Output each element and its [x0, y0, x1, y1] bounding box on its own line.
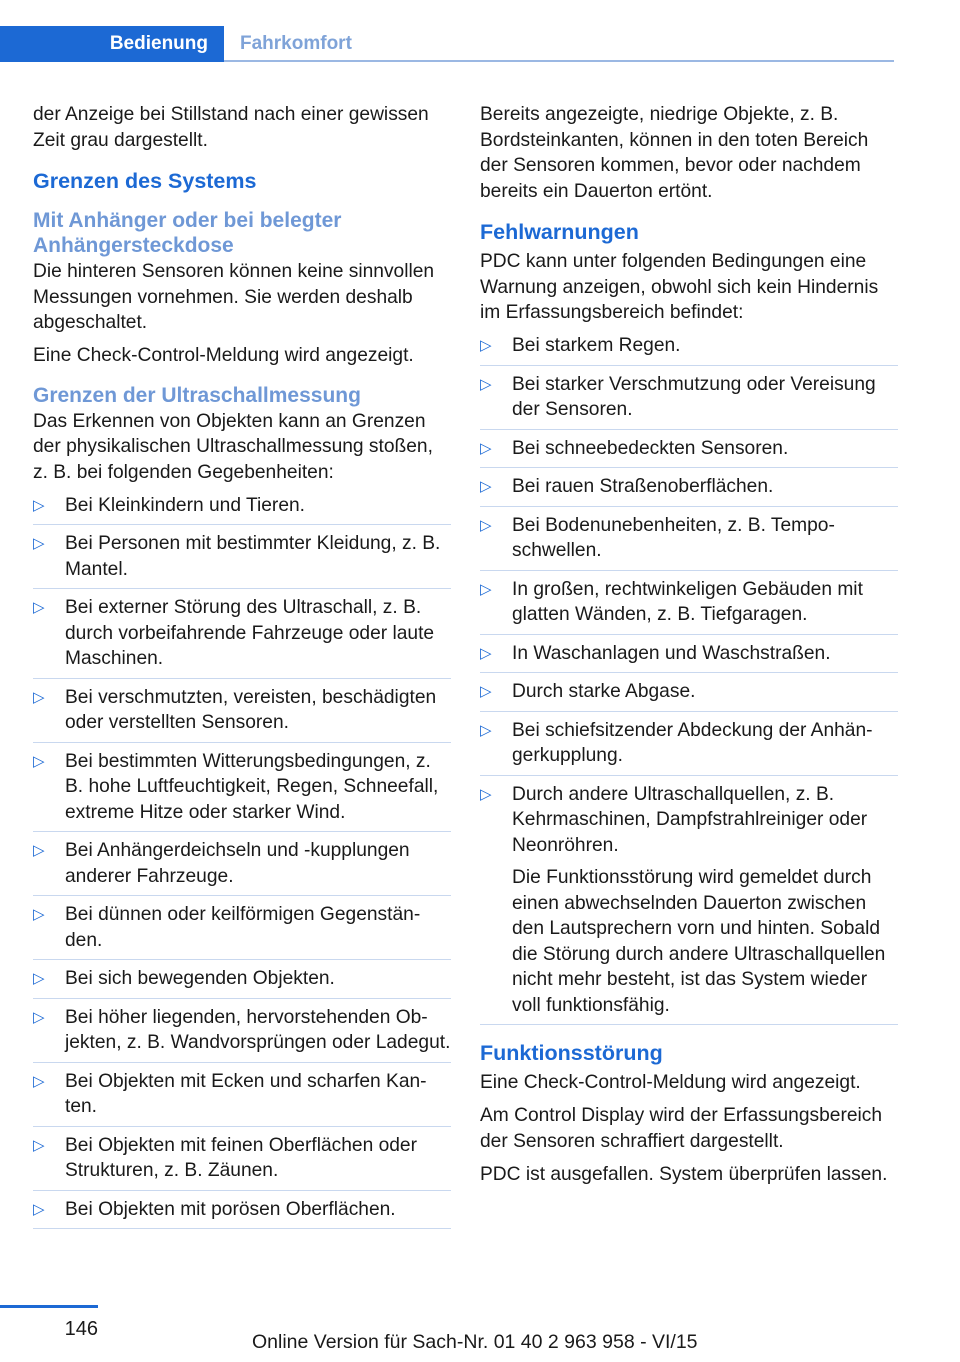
- paragraph-ultrasound: Das Erkennen von Objekten kann an Grenzen der physikalischen Ultraschallmessung stoßen, z. B. bei folgenden Gegebenheiten:: [33, 410, 433, 483]
- section-heading-limits: Grenzen des Systems: [33, 169, 257, 193]
- list-item: ▷ Bei Personen mit bestimmter Kleidung, z. B. Mantel.: [33, 531, 451, 589]
- paragraph-malfunction-3: PDC ist ausgefallen. System überprüfen lassen.: [480, 1163, 888, 1185]
- list-item: ▷ Bei starkem Regen.: [480, 333, 898, 366]
- list-item: ▷ Bei bestimmten Witterungsbedingungen, z. B. hohe Luftfeuchtigkeit, Regen, Schneefall, extreme Hitze oder starker Wind.: [33, 749, 451, 833]
- left-column: [33, 102, 451, 1235]
- list-item: ▷ In Waschanlagen und Waschstraßen.: [480, 641, 898, 674]
- list-item: ▷ Bei schneebedeckten Sensoren.: [480, 436, 898, 469]
- list-item: ▷ Bei starker Verschmutzung oder Vereisung der Sensoren.: [480, 372, 898, 430]
- paragraph-trailer-1: Die hinteren Sensoren können keine sinnvollen Messungen vornehmen. Sie werden deshalb abgeschaltet.: [33, 261, 435, 333]
- paragraph-false-warnings: PDC kann unter folgenden Bedingungen eine Warnung anzeigen, obwohl sich kein Hindernis im Erfassungsbereich befindet:: [480, 251, 879, 323]
- triangle-bullet-icon: ▷: [480, 785, 492, 803]
- list-item-text: Durch andere Ultraschallquellen, z. B. Kehrmaschinen, Dampfstrahlreiniger oder Neonröhren.: [512, 783, 868, 856]
- list-item: ▷ Bei höher liegenden, hervorstehenden Objekten, z. B. Wandvorsprüngen oder Ladegut.: [33, 1005, 451, 1063]
- triangle-bullet-icon: ▷: [33, 1072, 45, 1090]
- list-item: ▷ Bei rauen Straßenoberflächen.: [480, 474, 898, 507]
- list-item: ▷ Bei Objekten mit feinen Oberflächen oder Strukturen, z. B. Zäunen.: [33, 1133, 451, 1191]
- triangle-bullet-icon: ▷: [33, 496, 45, 514]
- online-version-note: Online Version für Sach-Nr. 01 40 2 963 958 - VI/15: [252, 1331, 698, 1353]
- triangle-bullet-icon: ▷: [480, 580, 492, 598]
- triangle-bullet-icon: ▷: [33, 688, 45, 706]
- false-warnings-list: [480, 333, 898, 1025]
- header-divider: [224, 60, 894, 62]
- triangle-bullet-icon: ▷: [33, 1136, 45, 1154]
- list-item: ▷ Bei sich bewegenden Objekten.: [33, 966, 451, 999]
- triangle-bullet-icon: ▷: [480, 337, 492, 354]
- triangle-bullet-icon: ▷: [480, 375, 492, 393]
- list-item: ▷ Durch starke Abgase.: [480, 679, 898, 712]
- section-heading-false-warnings: Fehlwarnungen: [480, 220, 639, 244]
- tab-fahrkomfort: Fahrkomfort: [240, 33, 352, 54]
- triangle-bullet-icon: ▷: [480, 683, 492, 700]
- list-item: ▷ Bei verschmutzten, vereisten, beschädigten oder verstellten Sensoren.: [33, 685, 451, 743]
- triangle-bullet-icon: ▷: [480, 644, 492, 662]
- right-column: [480, 102, 898, 1195]
- list-item: ▷ Bei Anhängerdeichseln und -kupplungen anderer Fahrzeuge.: [33, 838, 451, 896]
- list-item: ▷ Bei externer Störung des Ultraschall, z. B. durch vorbeifahrende Fahrzeuge oder laute Maschinen.: [33, 595, 451, 679]
- list-item: ▷ Bei dünnen oder keilförmigen Gegenständen.: [33, 902, 451, 960]
- list-item: ▷ Bei schiefsitzender Abdeckung der Anhängerkupplung.: [480, 718, 898, 776]
- triangle-bullet-icon: ▷: [33, 599, 45, 616]
- triangle-bullet-icon: ▷: [33, 1200, 45, 1218]
- list-item: ▷ Bei Objekten mit porösen Oberflächen.: [33, 1197, 451, 1230]
- page-header: [0, 0, 960, 62]
- subheading-ultrasound: Grenzen der Ultraschallmessung: [33, 383, 361, 407]
- ultrasound-limits-list: [33, 493, 451, 1230]
- subheading-trailer: Mit Anhänger oder bei belegter Anhängersteckdose: [33, 209, 342, 257]
- triangle-bullet-icon: ▷: [480, 439, 492, 457]
- triangle-bullet-icon: ▷: [33, 1008, 45, 1026]
- triangle-bullet-icon: ▷: [33, 842, 45, 859]
- paragraph-trailer-2: Eine Check-Control-Meldung wird angezeigt.: [33, 345, 414, 366]
- list-item: [480, 782, 898, 1026]
- page-number: 146: [64, 1318, 98, 1340]
- intro-paragraph: Bereits angezeigte, niedrige Objekte, z. B. Bordsteinkanten, können in den toten Bereich der Sensoren kommen, bevor oder nachdem bereits ein Dauerton ertönt.: [480, 104, 869, 202]
- paragraph-malfunction-1: Eine Check-Control-Meldung wird angezeigt.: [480, 1072, 861, 1093]
- triangle-bullet-icon: ▷: [33, 535, 45, 552]
- intro-paragraph: der Anzeige bei Stillstand nach einer gewissen Zeit grau dargestellt.: [33, 104, 429, 151]
- triangle-bullet-icon: ▷: [480, 516, 492, 534]
- list-item-note: Die Funktionsstörung wird gemeldet durch einen abwechselnden Dauerton zwischen den Lautsprechern vorn und hinten. Sobald die Störung durch andere Ultraschallquellen nicht mehr besteht, ist das System wieder voll funktionsfähig.: [512, 867, 886, 1016]
- triangle-bullet-icon: ▷: [33, 906, 45, 923]
- list-item: ▷ Bei Objekten mit Ecken und scharfen Kanten.: [33, 1069, 451, 1127]
- list-item: ▷ In großen, rechtwinkeligen Gebäuden mit glatten Wänden, z. B. Tiefgaragen.: [480, 577, 898, 635]
- list-item: ▷ Bei Kleinkindern und Tieren.: [33, 493, 451, 526]
- paragraph-malfunction-2: Am Control Display wird der Erfassungsbereich der Sensoren schraffiert dargestellt.: [480, 1105, 883, 1152]
- list-item: ▷ Bei Bodenunebenheiten, z. B. Temposchwellen.: [480, 513, 898, 571]
- footer-divider: [0, 1305, 98, 1308]
- triangle-bullet-icon: ▷: [33, 970, 45, 987]
- triangle-bullet-icon: ▷: [480, 478, 492, 495]
- triangle-bullet-icon: ▷: [480, 721, 492, 739]
- section-heading-malfunction: Funktionsstörung: [480, 1041, 663, 1065]
- tab-bedienung: Bedienung: [0, 26, 224, 62]
- triangle-bullet-icon: ▷: [33, 752, 45, 770]
